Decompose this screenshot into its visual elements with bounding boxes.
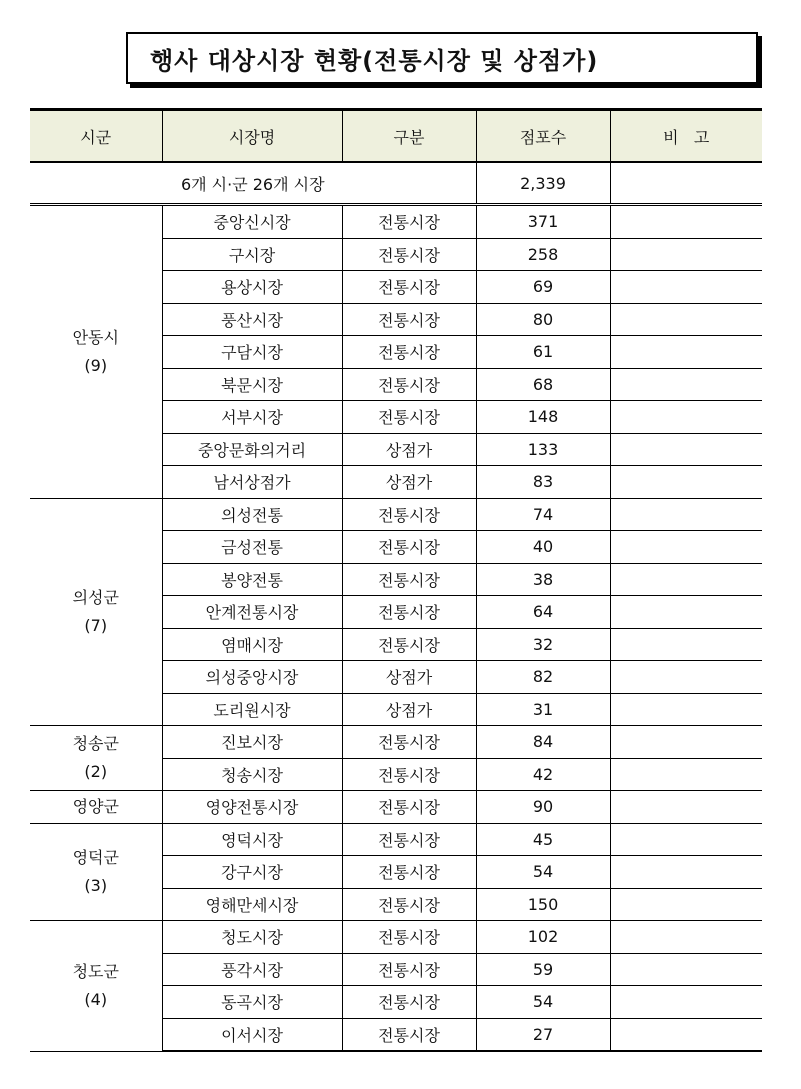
- table-row: [30, 498, 762, 531]
- market-name: 강구시장: [162, 856, 342, 889]
- header-market: 시장명: [162, 110, 342, 163]
- total-note: [610, 162, 762, 205]
- market-table: [30, 108, 762, 1052]
- note-cell: [610, 433, 762, 466]
- store-count: 32: [476, 628, 610, 661]
- store-count: 40: [476, 531, 610, 564]
- market-name: 구시장: [162, 238, 342, 271]
- market-type: 전통시장: [342, 498, 476, 531]
- note-cell: [610, 661, 762, 694]
- note-cell: [610, 888, 762, 921]
- market-type: 전통시장: [342, 596, 476, 629]
- note-cell: [610, 271, 762, 304]
- store-count: 74: [476, 498, 610, 531]
- market-type: 전통시장: [342, 271, 476, 304]
- note-cell: [610, 823, 762, 856]
- note-cell: [610, 791, 762, 824]
- store-count: 102: [476, 921, 610, 954]
- region-cell: [30, 921, 162, 1052]
- region-count: (9): [84, 355, 108, 375]
- market-type: 전통시장: [342, 953, 476, 986]
- note-cell: [610, 205, 762, 239]
- market-name: 중앙문화의거리: [162, 433, 342, 466]
- market-name: 남서상점가: [162, 466, 342, 499]
- store-count: 148: [476, 401, 610, 434]
- note-cell: [610, 498, 762, 531]
- note-cell: [610, 986, 762, 1019]
- store-count: 59: [476, 953, 610, 986]
- market-type: 전통시장: [342, 921, 476, 954]
- region-name: 청도군: [72, 961, 119, 981]
- market-type: 전통시장: [342, 1018, 476, 1051]
- market-type: 상점가: [342, 433, 476, 466]
- market-type: 전통시장: [342, 563, 476, 596]
- region-count: (3): [84, 875, 108, 895]
- store-count: 61: [476, 336, 610, 369]
- store-count: 31: [476, 693, 610, 726]
- market-type: 전통시장: [342, 531, 476, 564]
- total-label: 6개 시·군 26개 시장: [30, 162, 476, 205]
- market-name: 서부시장: [162, 401, 342, 434]
- market-type: 전통시장: [342, 401, 476, 434]
- store-count: 133: [476, 433, 610, 466]
- market-name: 용상시장: [162, 271, 342, 304]
- table-row: [30, 205, 762, 239]
- header-type: 구분: [342, 110, 476, 163]
- note-cell: [610, 856, 762, 889]
- market-name: 도리원시장: [162, 693, 342, 726]
- market-name: 염매시장: [162, 628, 342, 661]
- table-row: [30, 823, 762, 856]
- note-cell: [610, 563, 762, 596]
- store-count: 258: [476, 238, 610, 271]
- market-type: 전통시장: [342, 758, 476, 791]
- note-cell: [610, 401, 762, 434]
- header-note: 비 고: [610, 110, 762, 163]
- region-cell: [30, 791, 162, 824]
- market-name: 진보시장: [162, 726, 342, 759]
- store-count: 68: [476, 368, 610, 401]
- note-cell: [610, 336, 762, 369]
- store-count: 27: [476, 1018, 610, 1051]
- store-count: 54: [476, 856, 610, 889]
- store-count: 54: [476, 986, 610, 1019]
- region-cell: [30, 498, 162, 726]
- market-type: 전통시장: [342, 205, 476, 239]
- store-count: 371: [476, 205, 610, 239]
- market-type: 전통시장: [342, 303, 476, 336]
- region-cell: [30, 205, 162, 499]
- market-name: 풍각시장: [162, 953, 342, 986]
- table-row: [30, 921, 762, 954]
- market-name: 청도시장: [162, 921, 342, 954]
- region-name: 청송군: [72, 734, 119, 753]
- market-type: 전통시장: [342, 791, 476, 824]
- market-name: 청송시장: [162, 758, 342, 791]
- market-name: 영양전통시장: [162, 791, 342, 824]
- note-cell: [610, 921, 762, 954]
- region-count: (4): [84, 989, 108, 1009]
- region-count: (7): [84, 615, 108, 635]
- market-name: 이서시장: [162, 1018, 342, 1051]
- region-cell: [30, 823, 162, 921]
- store-count: 84: [476, 726, 610, 759]
- total-row: [30, 162, 762, 205]
- market-type: 전통시장: [342, 368, 476, 401]
- market-name: 의성전통: [162, 498, 342, 531]
- region-name: 영덕군: [72, 847, 119, 867]
- market-type: 전통시장: [342, 888, 476, 921]
- store-count: 64: [476, 596, 610, 629]
- market-type: 상점가: [342, 693, 476, 726]
- market-type: 상점가: [342, 466, 476, 499]
- note-cell: [610, 466, 762, 499]
- header-stores: 점포수: [476, 110, 610, 163]
- market-type: 전통시장: [342, 856, 476, 889]
- market-type: 전통시장: [342, 726, 476, 759]
- market-name: 풍산시장: [162, 303, 342, 336]
- store-count: 80: [476, 303, 610, 336]
- store-count: 42: [476, 758, 610, 791]
- market-type: 전통시장: [342, 628, 476, 661]
- market-type: 전통시장: [342, 823, 476, 856]
- market-name: 북문시장: [162, 368, 342, 401]
- market-name: 영해만세시장: [162, 888, 342, 921]
- region-count: (2): [84, 762, 108, 781]
- note-cell: [610, 758, 762, 791]
- market-name: 의성중앙시장: [162, 661, 342, 694]
- note-cell: [610, 368, 762, 401]
- title-box: [126, 32, 758, 84]
- market-name: 안계전통시장: [162, 596, 342, 629]
- store-count: 69: [476, 271, 610, 304]
- table-row: [30, 791, 762, 824]
- note-cell: [610, 1018, 762, 1051]
- note-cell: [610, 628, 762, 661]
- store-count: 38: [476, 563, 610, 596]
- page-title: 행사 대상시장 현황(전통시장 및 상점가): [150, 46, 599, 75]
- note-cell: [610, 596, 762, 629]
- note-cell: [610, 693, 762, 726]
- table-row: [30, 726, 762, 759]
- note-cell: [610, 953, 762, 986]
- market-name: 봉양전통: [162, 563, 342, 596]
- note-cell: [610, 726, 762, 759]
- market-type: 상점가: [342, 661, 476, 694]
- market-name: 중앙신시장: [162, 205, 342, 239]
- region-name: 의성군: [72, 587, 119, 607]
- total-count: 2,339: [476, 162, 610, 205]
- market-name: 구담시장: [162, 336, 342, 369]
- header-region: 시군: [30, 110, 162, 163]
- store-count: 150: [476, 888, 610, 921]
- header-row: [30, 110, 762, 163]
- market-name: 영덕시장: [162, 823, 342, 856]
- store-count: 45: [476, 823, 610, 856]
- note-cell: [610, 238, 762, 271]
- market-type: 전통시장: [342, 986, 476, 1019]
- note-cell: [610, 531, 762, 564]
- region-name: 안동시: [72, 327, 119, 347]
- store-count: 83: [476, 466, 610, 499]
- region-cell: [30, 726, 162, 791]
- store-count: 82: [476, 661, 610, 694]
- note-cell: [610, 303, 762, 336]
- market-name: 금성전통: [162, 531, 342, 564]
- region-name: 영양군: [72, 796, 119, 816]
- market-type: 전통시장: [342, 238, 476, 271]
- market-name: 동곡시장: [162, 986, 342, 1019]
- store-count: 90: [476, 791, 610, 824]
- market-type: 전통시장: [342, 336, 476, 369]
